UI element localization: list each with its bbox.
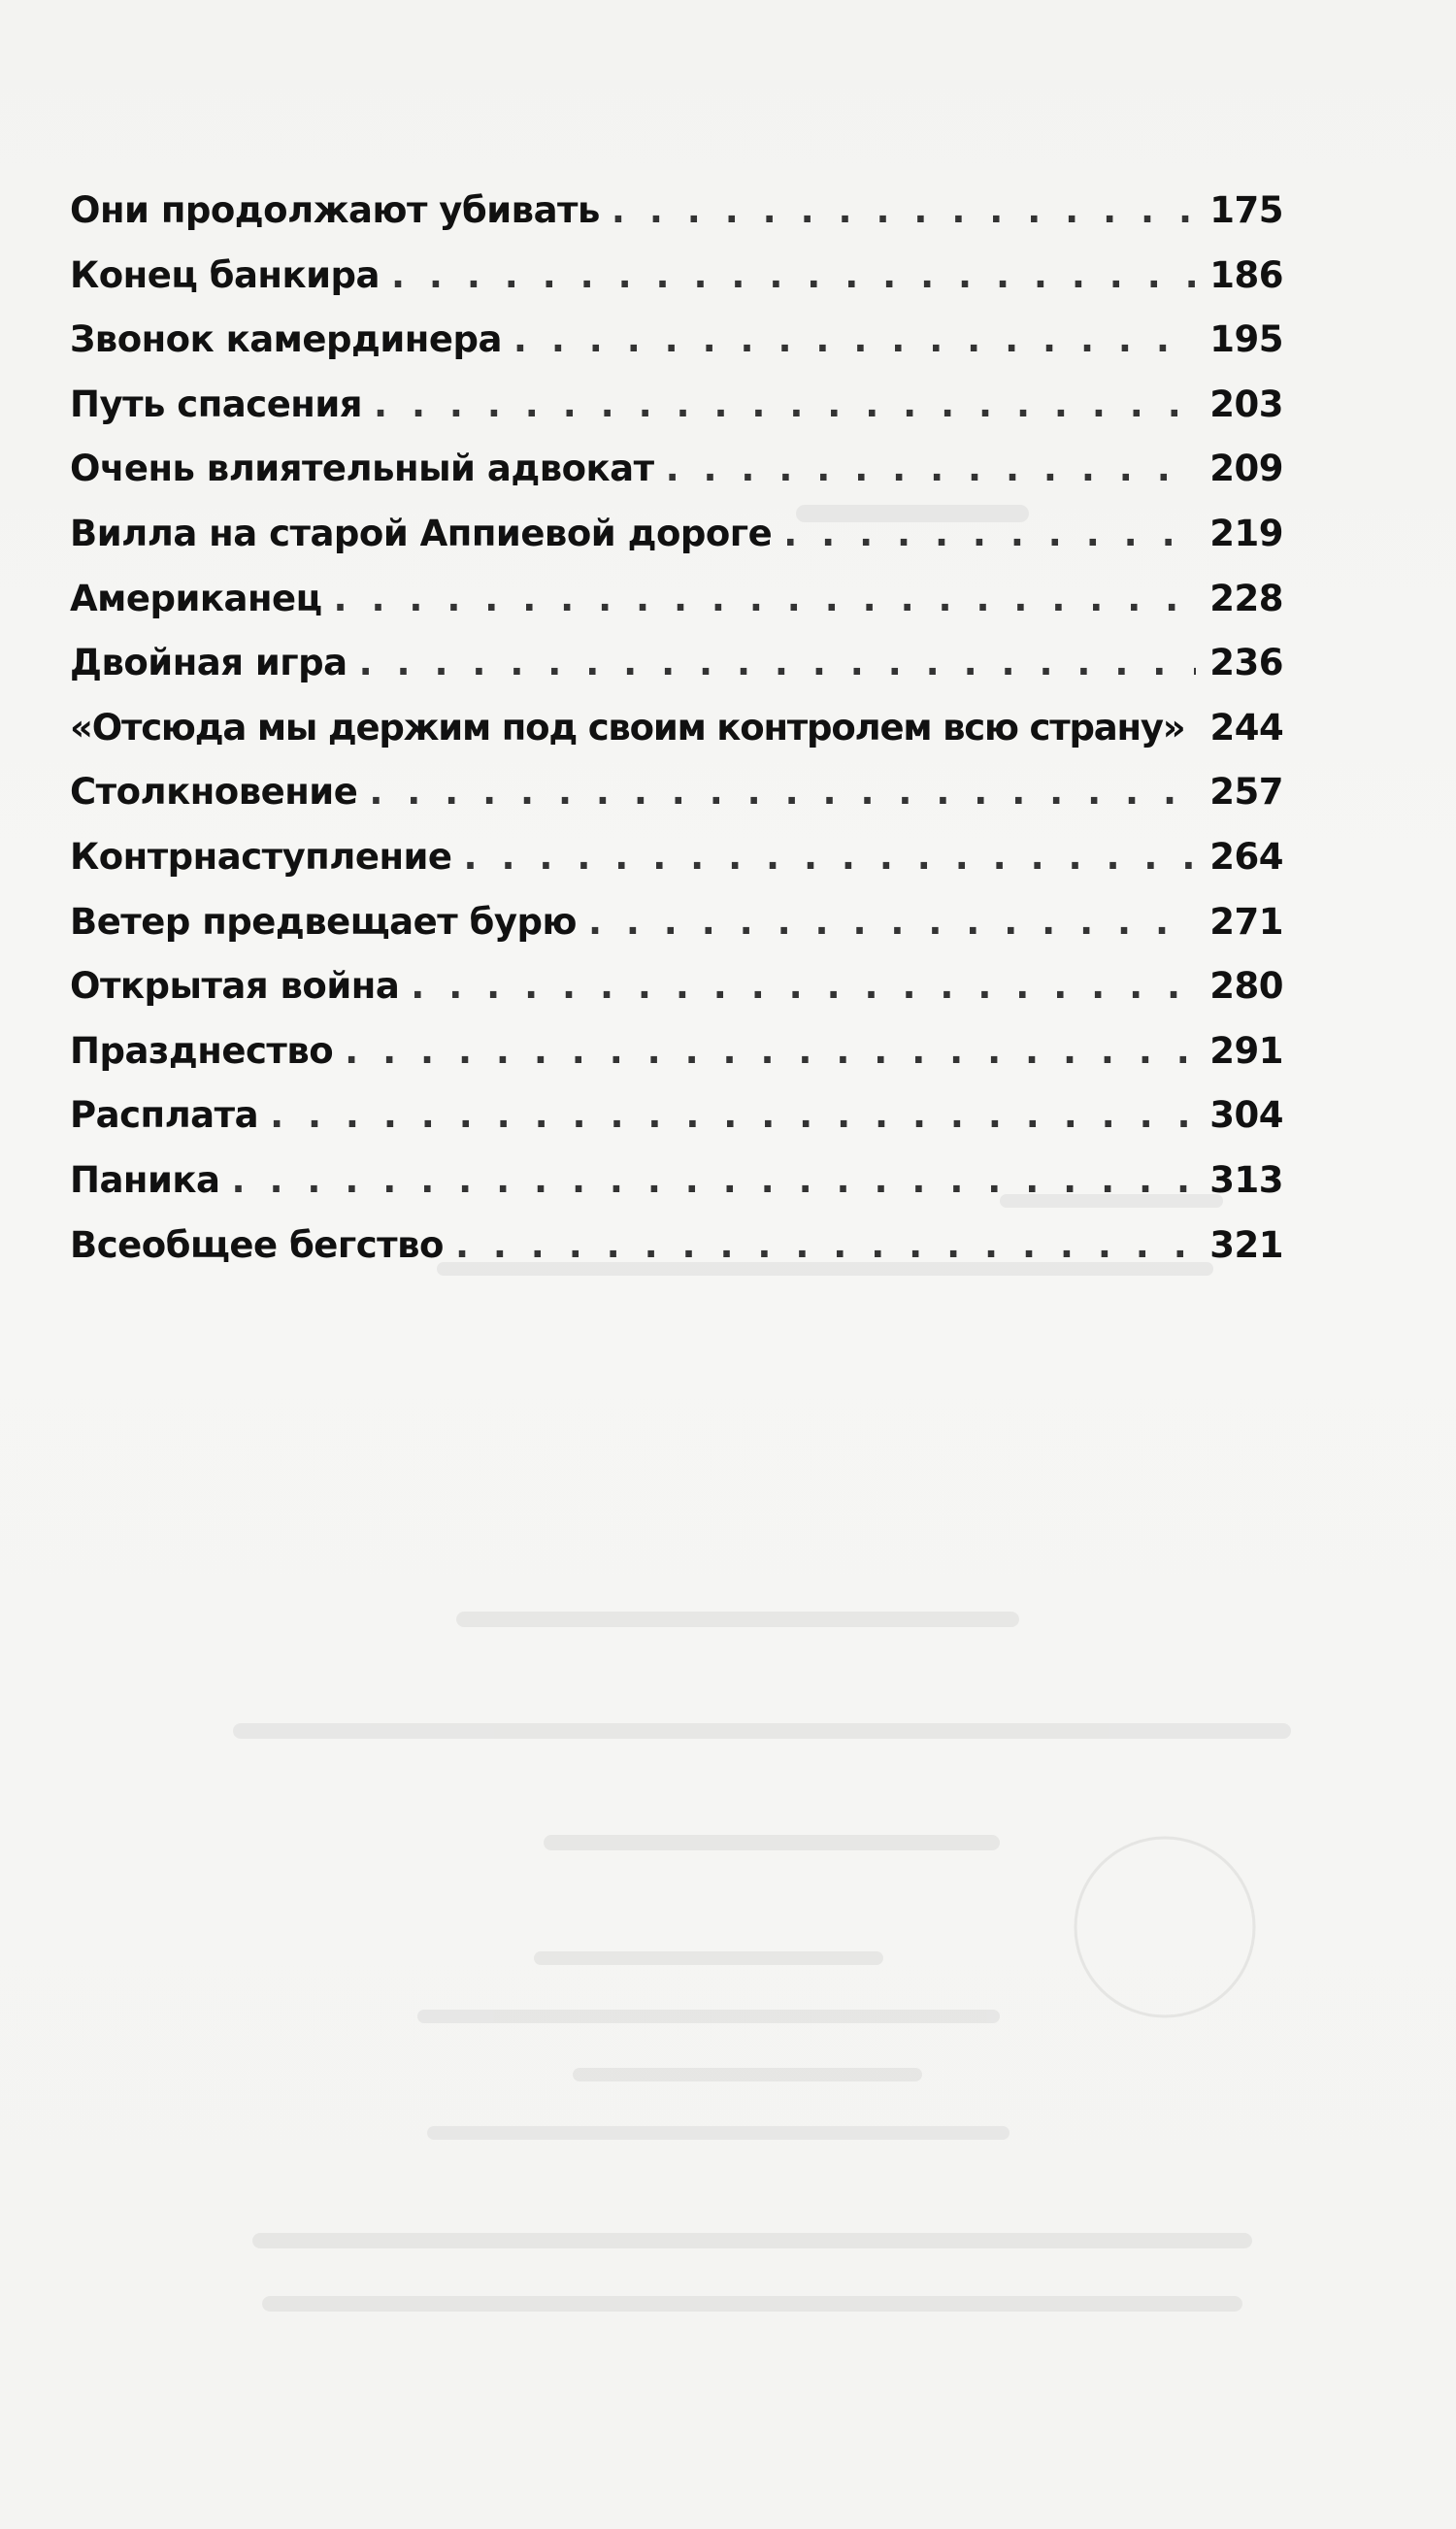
toc-dot-leader bbox=[612, 189, 1196, 231]
table-of-contents bbox=[70, 189, 1283, 1288]
toc-entry-page: 175 bbox=[1209, 189, 1283, 231]
toc-dot-leader bbox=[232, 1159, 1197, 1201]
toc-entry-page: 236 bbox=[1209, 642, 1283, 684]
toc-entry-title: Очень влиятельный адвокат bbox=[70, 448, 654, 490]
toc-entry-title: Звонок камердинера bbox=[70, 318, 502, 361]
toc-entry-title: Празднество bbox=[70, 1029, 334, 1072]
toc-entry-title: Конец банкира bbox=[70, 253, 380, 296]
toc-entry-page: 219 bbox=[1209, 512, 1283, 554]
toc-dot-leader bbox=[513, 318, 1196, 360]
toc-entry-title: Они продолжают убивать bbox=[70, 189, 600, 231]
toc-entry-page: 291 bbox=[1209, 1029, 1283, 1072]
toc-entry-title: Открытая война bbox=[70, 965, 400, 1008]
toc-dot-leader bbox=[369, 771, 1196, 813]
toc-entry-title: Расплата bbox=[70, 1094, 259, 1137]
toc-entry-page: 228 bbox=[1209, 577, 1283, 619]
toc-entry[interactable] bbox=[70, 383, 1283, 449]
toc-dot-leader bbox=[374, 383, 1196, 425]
toc-dot-leader bbox=[455, 1224, 1196, 1266]
toc-dot-leader bbox=[783, 513, 1196, 554]
toc-entry-page: 313 bbox=[1209, 1158, 1283, 1201]
toc-entry[interactable] bbox=[70, 901, 1283, 966]
toc-entry-title: Двойная игра bbox=[70, 642, 347, 684]
toc-entry-page: 203 bbox=[1209, 383, 1283, 425]
toc-entry-title: Всеобщее бегство bbox=[70, 1223, 444, 1266]
toc-entry[interactable] bbox=[70, 513, 1283, 578]
toc-dot-leader bbox=[411, 965, 1196, 1007]
toc-entry-page: 271 bbox=[1209, 900, 1283, 943]
toc-entry[interactable] bbox=[70, 1224, 1283, 1289]
toc-entry-title: Путь спасения bbox=[70, 383, 363, 425]
toc-entry[interactable] bbox=[70, 1030, 1283, 1095]
toc-dot-leader bbox=[345, 1030, 1196, 1072]
toc-entry[interactable] bbox=[70, 578, 1283, 643]
toc-entry-page: 257 bbox=[1209, 771, 1283, 814]
toc-entry[interactable] bbox=[70, 1094, 1283, 1159]
toc-entry[interactable] bbox=[70, 318, 1283, 383]
toc-entry-page: 304 bbox=[1209, 1094, 1283, 1137]
toc-entry-title: Паника bbox=[70, 1158, 220, 1201]
toc-entry-title: Ветер предвещает бурю bbox=[70, 900, 577, 943]
toc-entry-page: 244 bbox=[1209, 706, 1284, 749]
toc-dot-leader bbox=[391, 254, 1196, 296]
toc-entry-title: Американец bbox=[70, 577, 322, 619]
toc-entry-page: 209 bbox=[1209, 448, 1283, 490]
toc-entry[interactable] bbox=[70, 448, 1283, 513]
toc-dot-leader bbox=[666, 448, 1197, 489]
toc-dot-leader bbox=[359, 642, 1197, 683]
toc-entry-page: 264 bbox=[1209, 835, 1283, 878]
toc-dot-leader bbox=[588, 901, 1196, 943]
toc-entry-page: 321 bbox=[1209, 1223, 1283, 1266]
toc-entry[interactable] bbox=[70, 771, 1283, 836]
toc-dot-leader bbox=[464, 836, 1197, 878]
toc-entry-title: Столкновение bbox=[70, 771, 358, 814]
toc-entry[interactable] bbox=[70, 254, 1283, 319]
toc-entry[interactable] bbox=[70, 642, 1283, 707]
toc-dot-leader bbox=[334, 578, 1197, 619]
toc-entry-page: 186 bbox=[1209, 253, 1283, 296]
toc-entry[interactable] bbox=[70, 707, 1283, 772]
toc-entry-title: «Отсюда мы держим под своим контролем всю страну» bbox=[70, 706, 1185, 749]
toc-dot-leader bbox=[270, 1094, 1196, 1136]
toc-entry-page: 195 bbox=[1209, 318, 1283, 361]
toc-entry[interactable] bbox=[70, 965, 1283, 1030]
toc-entry-page: 280 bbox=[1209, 965, 1283, 1008]
toc-entry[interactable] bbox=[70, 836, 1283, 901]
toc-entry[interactable] bbox=[70, 189, 1283, 254]
toc-entry[interactable] bbox=[70, 1159, 1283, 1224]
toc-entry-title: Вилла на старой Аппиевой дороге bbox=[70, 512, 773, 554]
toc-entry-title: Контрнаступление bbox=[70, 835, 452, 878]
